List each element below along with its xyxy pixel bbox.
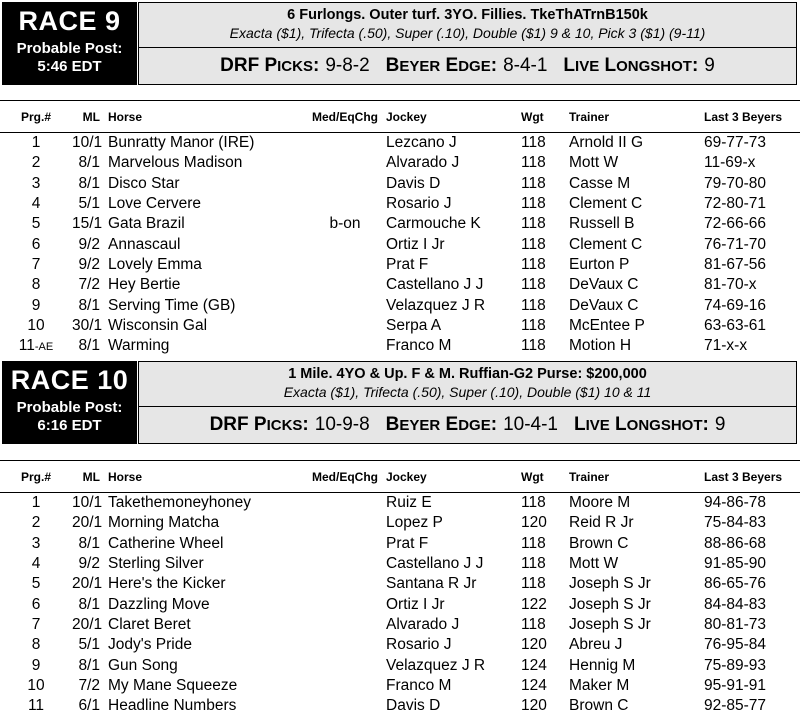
col-wgt: Wgt [521,102,569,133]
cell-horse: Bunratty Manor (IRE) [108,134,255,152]
cell-trainer: Joseph S Jr [569,595,651,613]
program-number: 1 [31,134,41,152]
cell-trainer: Clement C [569,235,643,253]
cell-ml: 8/1 [78,534,100,552]
cell-wgt: 120 [521,697,547,715]
cell-med [304,234,386,254]
cell-jockey: Ortiz I Jr [386,595,445,613]
program-number: 4 [31,555,41,573]
cell-jockey: Alvarado J [386,615,460,633]
cell-med [304,574,386,594]
race-badge [2,361,137,444]
drf-picks-label: DRF PICKS: [220,55,320,76]
col-ml: ML [72,462,108,493]
cell-wgt: 118 [521,575,546,593]
cell-horse: Hey Bertie [108,276,181,294]
cell-trainer: Russell B [569,215,635,233]
table-header-row [0,462,800,493]
cell-prg [0,336,72,357]
table-row [0,513,800,533]
cell-beyers: 91-85-90 [704,555,767,573]
program-number: 5 [31,215,41,233]
cell-jockey: Alvarado J [386,154,460,172]
cell-wgt: 118 [521,534,546,552]
cell-beyers: 76-95-84 [704,636,767,654]
program-number: 7 [31,255,41,273]
cell-trainer: Motion H [569,337,632,355]
col-jockey: Jockey [386,462,521,493]
table-row [0,493,800,514]
cell-prg [0,133,72,154]
cell-ml: 7/2 [78,676,100,694]
cell-wgt: 118 [521,174,546,192]
cell-wgt: 118 [521,255,546,273]
cell-horse: Love Cervere [108,195,202,213]
cell-beyers: 84-84-83 [704,595,767,613]
cell-trainer: Maker M [569,676,630,694]
beyer-edge-value: 10-4-1 [503,414,558,435]
cell-beyers: 71-x-x [704,337,748,355]
post-label: Probable Post: [16,399,123,416]
cell-trainer: Hennig M [569,656,636,674]
cell-trainer: Joseph S Jr [569,575,651,593]
cell-ml: 6/1 [78,697,100,715]
cell-jockey: Rosario J [386,195,452,213]
col-trainer: Trainer [569,102,704,133]
cell-prg [0,513,72,533]
cell-wgt: 120 [521,636,547,654]
cell-wgt: 118 [521,154,546,172]
cell-ml: 8/1 [78,595,100,613]
col-prg: Prg.# [0,462,72,493]
program-number: 9 [31,656,41,674]
cell-trainer: McEntee P [569,316,645,334]
cell-horse: Marvelous Madison [108,154,243,172]
drf-picks-value: 10-9-8 [314,414,370,435]
cell-beyers: 63-63-61 [704,316,767,334]
cell-beyers: 81-70-x [704,276,757,294]
cell-ml: 9/2 [78,255,100,273]
table-top-rule [0,460,800,461]
post-time: 5:46 EDT [37,58,102,75]
live-longshot-label: LIVE LONGSHOT: [563,55,699,76]
table-row [0,255,800,275]
cell-trainer: Arnold II G [569,134,644,152]
table-top-rule [0,100,800,101]
cell-prg [0,635,72,655]
table-row [0,615,800,635]
cell-med [304,255,386,275]
cell-wgt: 122 [521,595,547,613]
program-number: 6 [31,235,41,253]
cell-ml: 10/1 [72,134,103,152]
cell-horse: Disco Star [108,174,180,192]
cell-trainer: Clement C [569,195,643,213]
cell-beyers: 79-70-80 [704,174,767,192]
program-number: 2 [31,154,41,172]
table-row [0,295,800,315]
cell-jockey: Castellano J J [386,276,484,294]
cell-jockey: Serpa A [386,316,442,334]
race-10-section [0,359,800,446]
cell-prg [0,594,72,614]
cell-ml: 10/1 [72,494,103,512]
program-number: 8 [31,276,41,294]
cell-med: b-on [329,215,361,233]
program-number: 3 [31,174,41,192]
table-row [0,153,800,173]
cell-ml: 20/1 [72,615,103,633]
cell-med [304,534,386,554]
program-number: 2 [31,514,41,532]
cell-trainer: Mott W [569,555,619,573]
cell-med [304,336,386,357]
race-header [0,359,800,446]
cell-jockey: Ruiz E [386,494,432,512]
picks-bar [138,407,797,444]
cell-jockey: Lezcano J [386,134,457,152]
table-row [0,655,800,675]
cell-ml: 5/1 [78,636,100,654]
cell-wgt: 124 [521,656,547,674]
cell-beyers: 80-81-73 [704,615,767,633]
cell-jockey: Rosario J [386,636,452,654]
cell-med [304,696,386,716]
cell-horse: Gata Brazil [108,215,185,233]
program-number: 5 [31,575,41,593]
col-med: Med/EqChg [304,462,386,493]
cell-prg [0,574,72,594]
race-header [0,0,800,87]
cell-ml: 9/2 [78,555,100,573]
cell-horse: Here's the Kicker [108,575,226,593]
cell-prg [0,655,72,675]
program-number: 6 [31,595,41,613]
cell-beyers: 81-67-56 [704,255,767,273]
cell-jockey: Lopez P [386,514,443,532]
table-row [0,554,800,574]
cell-trainer: Casse M [569,174,631,192]
cell-jockey: Davis D [386,697,441,715]
cell-beyers: 69-77-73 [704,134,767,152]
col-prg: Prg.# [0,102,72,133]
table-row [0,133,800,154]
table-row [0,336,800,357]
program-number: 11 [27,697,45,715]
also-eligible-marker: -AE [34,340,54,353]
drf-picks-label: DRF PICKS: [209,414,309,435]
cell-med [304,554,386,574]
col-ml: ML [72,102,108,133]
cell-beyers: 72-80-71 [704,195,767,213]
table-row [0,594,800,614]
cell-beyers: 76-71-70 [704,235,767,253]
entries-table [0,102,800,357]
race-info-box [138,2,797,48]
cell-med [304,194,386,214]
race-number: RACE 9 [18,6,121,36]
cell-jockey: Carmouche K [386,215,481,233]
post-label: Probable Post: [16,40,123,57]
cell-ml: 5/1 [78,195,100,213]
cell-beyers: 11-69-x [704,154,756,172]
cell-wgt: 118 [521,555,546,573]
picks-bar [138,48,797,85]
col-med: Med/EqChg [304,102,386,133]
table-row [0,194,800,214]
cell-ml: 8/1 [78,154,100,172]
cell-prg [0,554,72,574]
cell-beyers: 95-91-91 [704,676,767,694]
cell-horse: Warming [108,337,170,355]
cell-med [304,513,386,533]
cell-beyers: 92-85-77 [704,697,767,715]
cell-horse: Sterling Silver [108,555,204,573]
cell-horse: My Mane Squeeze [108,676,238,694]
cell-wgt: 118 [521,215,546,233]
table-row [0,534,800,554]
race-9-section [0,0,800,87]
cell-prg [0,234,72,254]
cell-trainer: Mott W [569,154,619,172]
race-wagers: Exacta ($1), Trifecta (.50), Super (.10), Double ($1) 10 & 11 [283,384,652,400]
cell-horse: Gun Song [108,656,178,674]
cell-med [304,295,386,315]
cell-horse: Claret Beret [108,615,191,633]
cell-prg [0,295,72,315]
cell-beyers: 75-84-83 [704,514,767,532]
cell-horse: Headline Numbers [108,697,237,715]
cell-horse: Catherine Wheel [108,534,224,552]
program-number: 1 [31,494,41,512]
cell-prg [0,534,72,554]
cell-wgt: 118 [521,494,546,512]
cell-wgt: 118 [521,296,546,314]
program-number: 10 [27,316,45,334]
cell-beyers: 94-86-78 [704,494,767,512]
cell-prg [0,275,72,295]
cell-jockey: Santana R Jr [386,575,477,593]
cell-jockey: Prat F [386,534,429,552]
drf-picks-value: 9-8-2 [325,55,370,76]
cell-beyers: 86-65-76 [704,575,767,593]
cell-beyers: 88-86-68 [704,534,767,552]
program-number: 8 [31,636,41,654]
cell-med [304,493,386,514]
cell-beyers: 72-66-66 [704,215,767,233]
cell-horse: Lovely Emma [108,255,202,273]
cell-horse: Takethemoneyhoney [108,494,252,512]
cell-ml: 8/1 [78,656,100,674]
cell-prg [0,615,72,635]
cell-med [304,174,386,194]
cell-ml: 8/1 [78,337,100,355]
cell-wgt: 118 [521,235,546,253]
cell-ml: 9/2 [78,235,100,253]
program-number: 7 [31,615,41,633]
cell-jockey: Velazquez J R [386,656,486,674]
cell-prg [0,214,72,234]
cell-beyers: 75-89-93 [704,656,767,674]
program-number: 9 [31,296,41,314]
table-row [0,574,800,594]
table-row [0,696,800,716]
table-row [0,234,800,254]
cell-trainer: Eurton P [569,255,630,273]
cell-med [304,615,386,635]
cell-wgt: 118 [521,195,546,213]
cell-horse: Annascaul [108,235,181,253]
program-number: 10 [27,676,45,694]
cell-ml: 30/1 [72,316,103,334]
col-beyers: Last 3 Beyers [704,102,800,133]
cell-med [304,316,386,336]
cell-horse: Morning Matcha [108,514,220,532]
cell-jockey: Prat F [386,255,429,273]
col-horse: Horse [108,462,304,493]
cell-med [304,275,386,295]
cell-wgt: 118 [521,134,546,152]
beyer-edge-label: BEYER EDGE: [385,414,498,435]
table-row [0,214,800,234]
table-row [0,316,800,336]
cell-horse: Wisconsin Gal [108,316,208,334]
table-header-row [0,102,800,133]
cell-wgt: 118 [521,615,546,633]
post-time: 6:16 EDT [37,417,102,434]
col-beyers: Last 3 Beyers [704,462,800,493]
cell-horse: Serving Time (GB) [108,296,236,314]
beyer-edge-label: BEYER EDGE: [385,55,498,76]
cell-trainer: Abreu J [569,636,623,654]
cell-wgt: 118 [521,316,546,334]
cell-ml: 8/1 [78,296,100,314]
live-longshot-label: LIVE LONGSHOT: [573,414,709,435]
cell-trainer: DeVaux C [569,296,639,314]
cell-jockey: Franco M [386,676,452,694]
cell-prg [0,316,72,336]
cell-trainer: Reid R Jr [569,514,634,532]
table-row [0,635,800,655]
cell-trainer: Moore M [569,494,631,512]
cell-wgt: 118 [521,337,546,355]
beyer-edge-value: 8-4-1 [503,55,548,76]
cell-jockey: Castellano J J [386,555,484,573]
live-longshot-value: 9 [704,55,715,76]
cell-trainer: Joseph S Jr [569,615,651,633]
cell-wgt: 120 [521,514,547,532]
cell-prg [0,696,72,716]
cell-trainer: Brown C [569,534,629,552]
cell-prg [0,153,72,173]
col-wgt: Wgt [521,462,569,493]
cell-med [304,133,386,154]
cell-ml: 15/1 [72,215,103,233]
cell-ml: 7/2 [78,276,100,294]
cell-trainer: Brown C [569,697,629,715]
cell-beyers: 74-69-16 [704,296,767,314]
cell-prg [0,194,72,214]
table-row [0,676,800,696]
race-info-box [138,361,797,407]
cell-ml: 8/1 [78,174,100,192]
race-conditions: 1 Mile. 4YO & Up. F & M. Ruffian-G2 Purse: $200,000 [288,366,647,382]
cell-prg [0,255,72,275]
race-badge [2,2,137,85]
cell-horse: Dazzling Move [108,595,210,613]
entries-table [0,462,800,716]
cell-med [304,594,386,614]
cell-ml: 20/1 [72,575,103,593]
cell-prg [0,174,72,194]
live-longshot-value: 9 [714,414,726,435]
cell-med [304,676,386,696]
race-wagers: Exacta ($1), Trifecta (.50), Super (.10), Double ($1) 9 & 10, Pick 3 ($1) (9-11) [229,25,706,41]
cell-jockey: Velazquez J R [386,296,486,314]
race-conditions: 6 Furlongs. Outer turf. 3YO. Fillies. TkeThATrnB150k [287,7,648,23]
col-jockey: Jockey [386,102,521,133]
cell-prg [0,676,72,696]
cell-trainer: DeVaux C [569,276,639,294]
table-row [0,275,800,295]
program-number: 11 [18,336,35,354]
cell-med [304,655,386,675]
cell-wgt: 124 [521,676,547,694]
table-row [0,174,800,194]
cell-ml: 20/1 [72,514,103,532]
program-number: 4 [31,195,41,213]
cell-med [304,153,386,173]
cell-prg [0,493,72,514]
race-number: RACE 10 [10,365,129,395]
cell-med [304,635,386,655]
col-horse: Horse [108,102,304,133]
cell-jockey: Ortiz I Jr [386,235,445,253]
cell-horse: Jody's Pride [108,636,192,654]
program-number: 3 [31,534,41,552]
col-trainer: Trainer [569,462,704,493]
cell-jockey: Davis D [386,174,441,192]
cell-wgt: 118 [521,276,546,294]
cell-jockey: Franco M [386,337,452,355]
